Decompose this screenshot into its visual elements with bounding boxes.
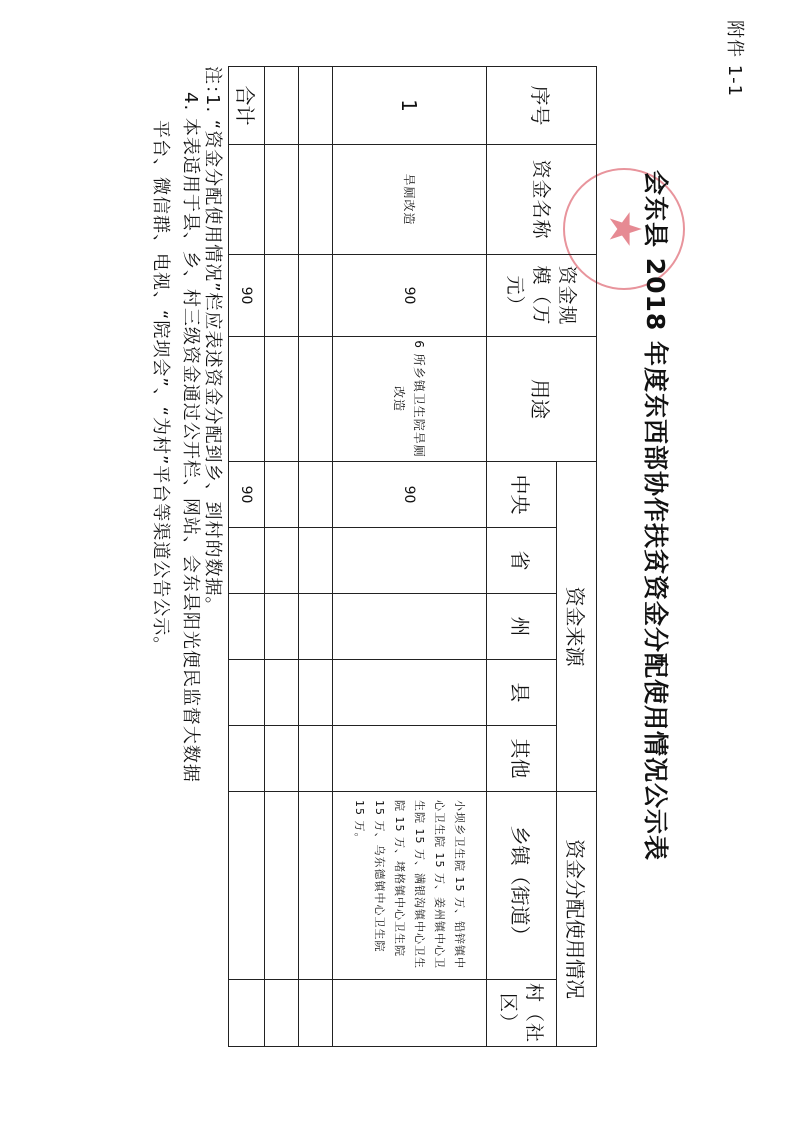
total-row <box>229 67 265 1047</box>
note-4-line-2: 平台、微信群、电视、“院坝会”、“为村”平台等渠道公告公示。 <box>150 120 171 656</box>
page-title: 会东县 2018 年度东西部协作扶贫资金分配使用情况公示表 <box>641 170 670 861</box>
row1-province <box>333 528 487 594</box>
row1-name: 旱厕改造 <box>333 145 487 255</box>
header-usage: 用途 <box>487 337 597 462</box>
header-row-1 <box>557 67 597 1047</box>
note-prefix: 注： <box>202 66 223 104</box>
row1-central: 90 <box>333 462 487 528</box>
row1-seq: 1 <box>333 67 487 145</box>
header-other: 其他 <box>487 726 557 792</box>
row1-village <box>333 980 487 1047</box>
header-province: 省 <box>487 528 557 594</box>
table-row <box>333 67 487 1047</box>
header-seq: 序号 <box>487 67 597 145</box>
row1-usage: 6 所乡镇卫生院旱厕改造 <box>333 337 487 462</box>
header-scale: 资金规模（万元） <box>487 255 597 337</box>
header-name: 资金名称 <box>487 145 597 255</box>
note-4 <box>145 92 205 783</box>
header-village: 村（社区） <box>487 980 557 1047</box>
attachment-label: 附件 1-1 <box>724 20 745 98</box>
header-source: 资金来源 <box>557 462 597 792</box>
table-row <box>299 67 333 1047</box>
total-central: 90 <box>229 462 265 528</box>
header-prefecture: 州 <box>487 594 557 660</box>
header-allocation: 资金分配使用情况 <box>557 792 597 1047</box>
row1-county <box>333 660 487 726</box>
row1-scale: 90 <box>333 255 487 337</box>
header-county: 县 <box>487 660 557 726</box>
note-1-text: 1. “资金分配使用情况”栏应表述资金分配到乡、到村的数据。 <box>202 94 223 616</box>
seal-star-icon: ★ <box>563 168 685 290</box>
note-4-line-1: 4. 本表适用于县、乡、村三级资金通过公开栏、网站、会东县阳光便民监督大数据 <box>180 92 201 783</box>
row1-township: 小坝乡卫生院 15 万、铅锌镇中心卫生院 15 万、姜州镇中心卫生院 15 万、满银沟镇中心卫生院 15 万、堵格镇中心卫生院 15 万、乌东德镇中心卫生院 15 万。 <box>333 792 487 980</box>
fund-table <box>228 66 597 1047</box>
header-central: 中央 <box>487 462 557 528</box>
total-scale: 90 <box>229 255 265 337</box>
table-row <box>265 67 299 1047</box>
total-label: 合计 <box>229 67 265 145</box>
row1-prefecture <box>333 594 487 660</box>
header-township: 乡镇（街道） <box>487 792 557 980</box>
row1-other <box>333 726 487 792</box>
